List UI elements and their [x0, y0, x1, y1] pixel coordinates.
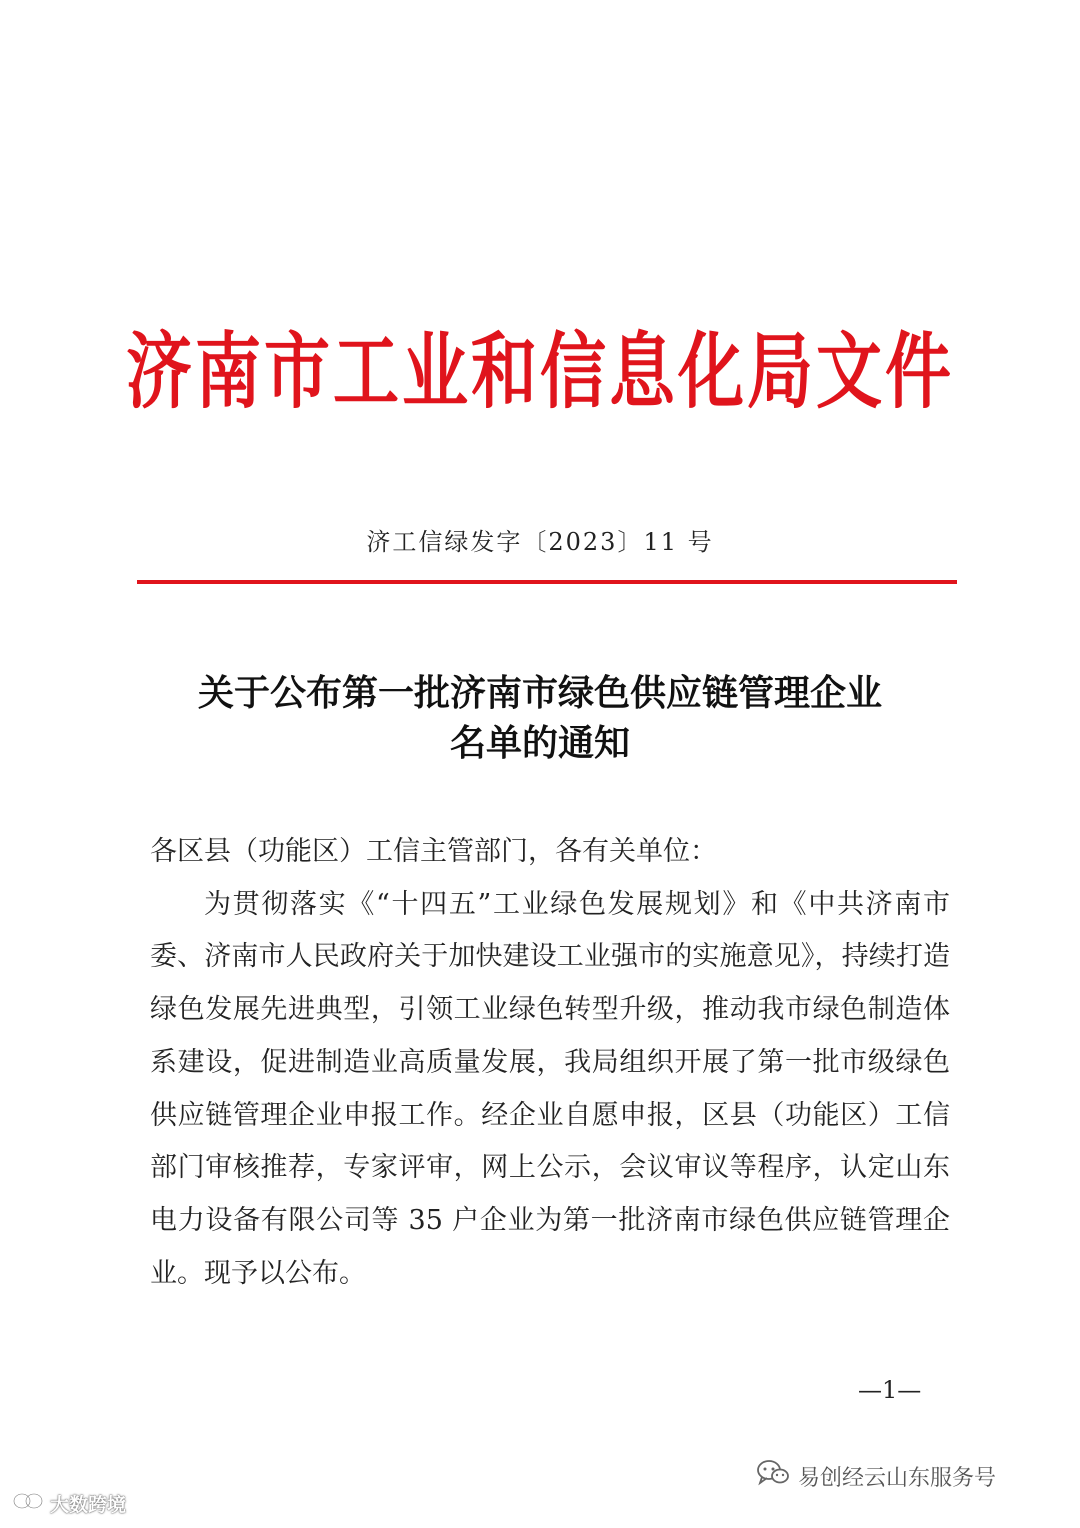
wechat-icon: [756, 1459, 790, 1493]
body-paragraph: 为贯彻落实《“十四五”工业绿色发展规划》和《中共济南市委、济南市人民政府关于加快建设工业强市的实施意见》，持续打造绿色发展先进典型，引领工业绿色转型升级，推动我市绿色制造体系建设，促进制造业高质量发展，我局组织开展了第一批市级绿色供应链管理企业申报工作。经企业自愿申报，区县（功能区）工信部门审核推荐，专家评审，网上公示，会议审议等程序，认定山东电力设备有限公司等 35 户企业为第一批济南市绿色供应链管理企业。现予以公布。: [150, 888, 950, 1289]
page-number: —1—: [858, 1376, 922, 1404]
document-number: 济工信绿发字〔2023〕11 号: [366, 528, 714, 556]
watermark-left: [12, 1490, 126, 1516]
masthead-title: 济南市工业和信息化局文件: [126, 322, 954, 420]
brand-logo-icon: [12, 1490, 46, 1517]
watermark-right-text: 易创经云山东服务号: [798, 1465, 997, 1491]
notice-body: [150, 826, 950, 1300]
red-divider: [137, 580, 957, 584]
watermark-right: [756, 1460, 996, 1492]
watermark-left-text: 大数跨境: [50, 1493, 127, 1516]
notice-title-line-2: 名单的通知: [449, 722, 630, 764]
notice-title-line-1: 关于公布第一批济南市绿色供应链管理企业: [197, 672, 882, 714]
notice-title: [0, 668, 1080, 768]
salutation: 各区县（功能区）工信主管部门，各有关单位：: [150, 836, 717, 867]
